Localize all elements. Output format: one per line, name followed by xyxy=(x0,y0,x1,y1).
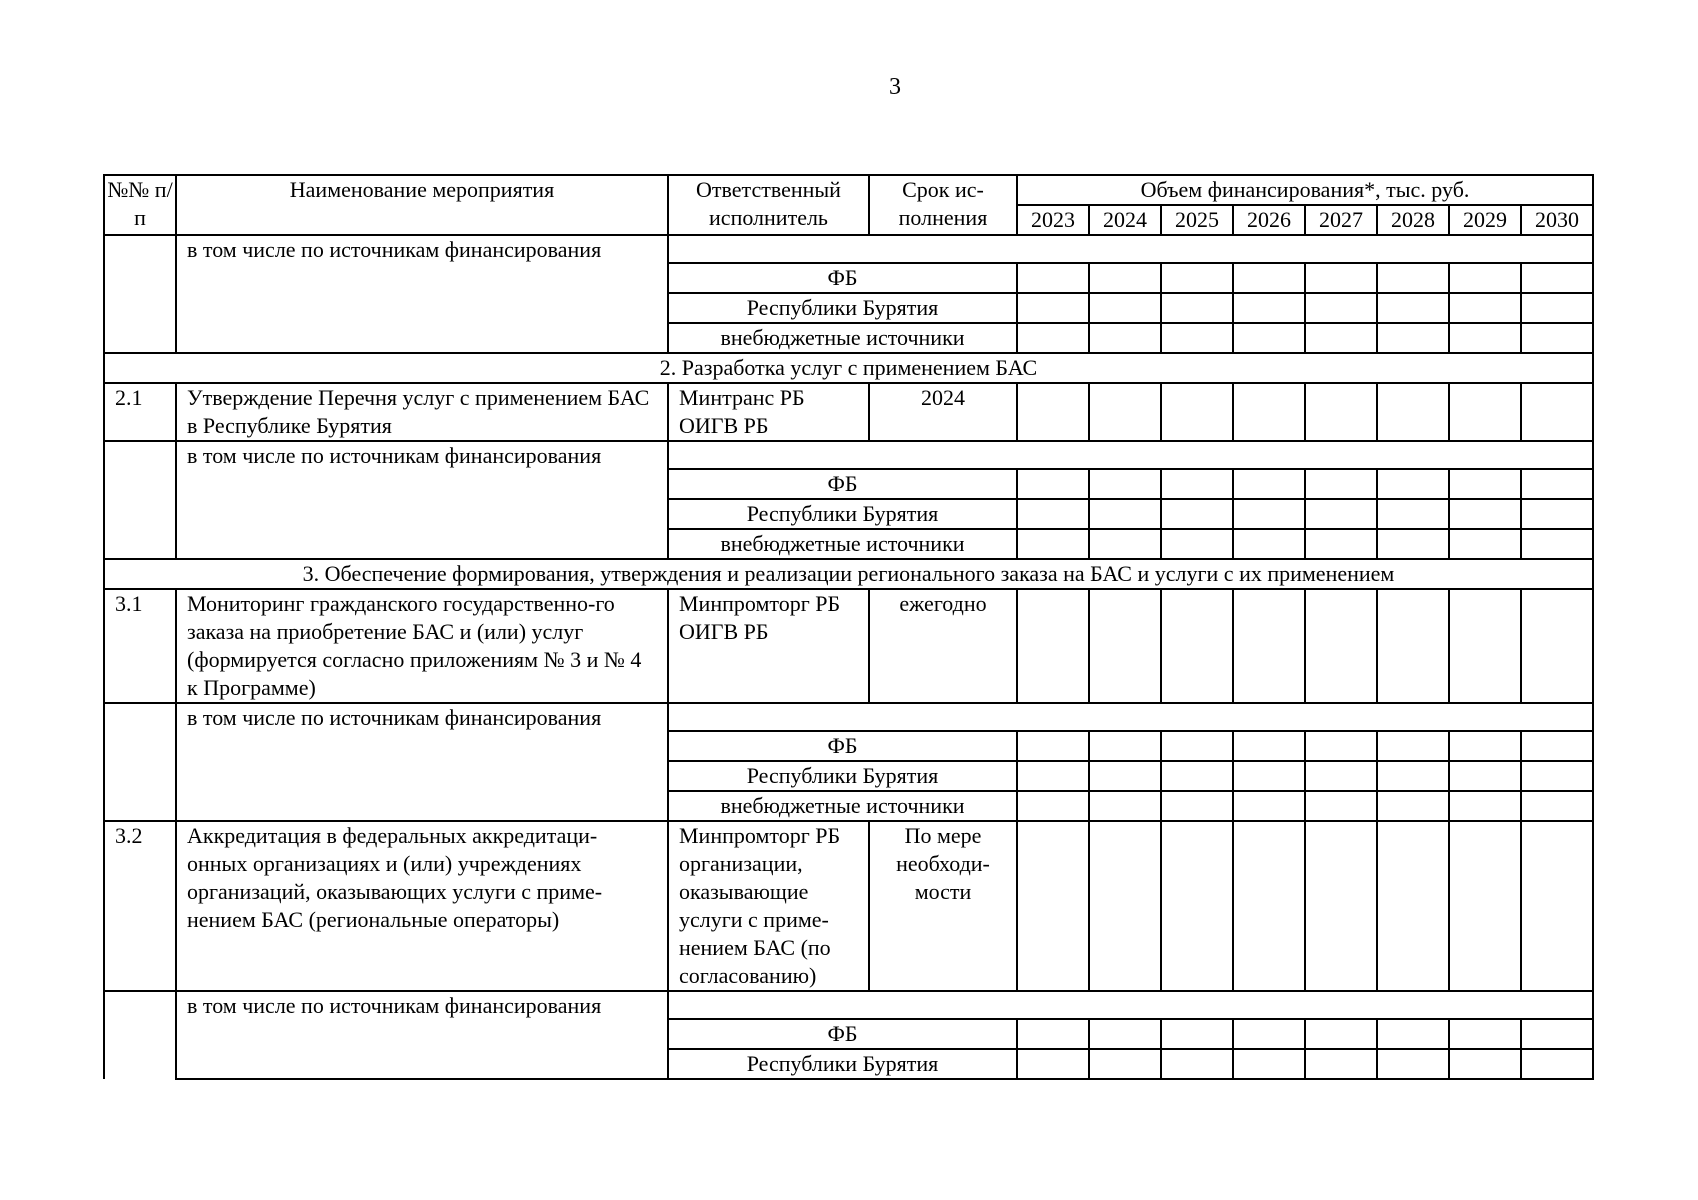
item-2-1-extra-label: внебюджетные источники xyxy=(668,529,1017,559)
continued-extra-2028-cell xyxy=(1377,323,1449,353)
item-3-1-fb-2027-cell xyxy=(1305,731,1377,761)
item-3-1-fb-2028-cell xyxy=(1377,731,1449,761)
header-year-2028: 2028 xyxy=(1377,205,1449,235)
item-2-1-responsible: Минтранс РБ ОИГВ РБ xyxy=(668,383,869,441)
funding-table xyxy=(103,174,1594,1080)
header-year-2030: 2030 xyxy=(1521,205,1593,235)
item-2-1-extra-2023-cell xyxy=(1017,529,1089,559)
header-name: Наименование мероприятия xyxy=(176,175,668,235)
funding-table-container xyxy=(103,174,1594,1080)
item-3-2-2024-cell xyxy=(1089,821,1161,991)
item-3-2-row xyxy=(104,821,1593,991)
continued-fb-2029-cell xyxy=(1449,263,1521,293)
item-3-2-fb-2029-cell xyxy=(1449,1019,1521,1049)
continued-rb-2023-cell xyxy=(1017,293,1089,323)
item-2-1-extra-2026-cell xyxy=(1233,529,1305,559)
item-3-1-rb-2027-cell xyxy=(1305,761,1377,791)
item-3-2-fb-2028-cell xyxy=(1377,1019,1449,1049)
continued-extra-2024-cell xyxy=(1089,323,1161,353)
item-3-1-2025-cell xyxy=(1161,589,1233,703)
continued-rb-2026-cell xyxy=(1233,293,1305,323)
continued-fb-2027-cell xyxy=(1305,263,1377,293)
item-2-1-rb-2027-cell xyxy=(1305,499,1377,529)
item-3-2-deadline: По мере необходи-мости xyxy=(869,821,1017,991)
continued-fb-2024-cell xyxy=(1089,263,1161,293)
item-3-1-2023-cell xyxy=(1017,589,1089,703)
continued-rb-2024-cell xyxy=(1089,293,1161,323)
header-funding: Объем финансирования*, тыс. руб. xyxy=(1017,175,1593,205)
item-3-2-responsible: Минпромторг РБ организации, оказывающие услуги с приме-нением БАС (по согласованию) xyxy=(668,821,869,991)
item-3-1-fb-2030-cell xyxy=(1521,731,1593,761)
item-3-1-rb-2025-cell xyxy=(1161,761,1233,791)
item-2-1-in-total-label: в том числе по источникам финансирования xyxy=(176,441,668,559)
item-2-1-fb-2023-cell xyxy=(1017,469,1089,499)
item-3-2-2027-cell xyxy=(1305,821,1377,991)
item-3-1-extra-2026-cell xyxy=(1233,791,1305,821)
item-2-1-in-total-empty xyxy=(668,441,1593,469)
continued-rb-label: Республики Бурятия xyxy=(668,293,1017,323)
item-2-1-extra-2029-cell xyxy=(1449,529,1521,559)
item-2-1-fb-2029-cell xyxy=(1449,469,1521,499)
item-2-1-fb-2030-cell xyxy=(1521,469,1593,499)
item-3-2-fb-2030-cell xyxy=(1521,1019,1593,1049)
item-2-1-extra-2025-cell xyxy=(1161,529,1233,559)
item-2-1-rb-2029-cell xyxy=(1449,499,1521,529)
item-3-1-2030-cell xyxy=(1521,589,1593,703)
item-3-2-rb-2027-cell xyxy=(1305,1049,1377,1079)
item-3-1-rb-2024-cell xyxy=(1089,761,1161,791)
section-2-title: 2. Разработка услуг с применением БАС xyxy=(104,353,1593,383)
item-3-1-sources-row xyxy=(104,703,1593,731)
item-3-1-fb-2024-cell xyxy=(1089,731,1161,761)
item-3-1-row xyxy=(104,589,1593,703)
section-3-row xyxy=(104,559,1593,589)
continued-extra-label: внебюджетные источники xyxy=(668,323,1017,353)
continued-fb-2023-cell xyxy=(1017,263,1089,293)
item-3-1-in-total-empty xyxy=(668,703,1593,731)
continued-extra-2026-cell xyxy=(1233,323,1305,353)
item-2-1-2029-cell xyxy=(1449,383,1521,441)
item-3-1-in-total-label: в том числе по источникам финансирования xyxy=(176,703,668,821)
header-year-2025: 2025 xyxy=(1161,205,1233,235)
item-3-2-rb-2024-cell xyxy=(1089,1049,1161,1079)
item-3-2-2028-cell xyxy=(1377,821,1449,991)
section-3-title: 3. Обеспечение формирования, утверждения и реализации регионального заказа на БАС и услуги с их применением xyxy=(104,559,1593,589)
header-responsible: Ответственный исполнитель xyxy=(668,175,869,235)
item-2-1-rb-2026-cell xyxy=(1233,499,1305,529)
item-3-1-fb-label: ФБ xyxy=(668,731,1017,761)
item-3-2-rb-2025-cell xyxy=(1161,1049,1233,1079)
item-2-1-fb-2025-cell xyxy=(1161,469,1233,499)
item-2-1-2025-cell xyxy=(1161,383,1233,441)
item-3-1-num: 3.1 xyxy=(104,589,176,703)
continued-fb-2030-cell xyxy=(1521,263,1593,293)
item-3-1-responsible: Минпромторг РБ ОИГВ РБ xyxy=(668,589,869,703)
item-2-1-2024-cell xyxy=(1089,383,1161,441)
header-row-1 xyxy=(104,175,1593,205)
item-3-1-rb-label: Республики Бурятия xyxy=(668,761,1017,791)
item-2-1-num-empty xyxy=(104,441,176,559)
item-3-1-name: Мониторинг гражданского государственно-го заказа на приобретение БАС и (или) услуг (формируется согласно приложениям № 3 и № 4 к Программе) xyxy=(176,589,668,703)
item-3-1-deadline: ежегодно xyxy=(869,589,1017,703)
item-3-2-fb-2025-cell xyxy=(1161,1019,1233,1049)
item-3-1-2029-cell xyxy=(1449,589,1521,703)
item-3-2-2030-cell xyxy=(1521,821,1593,991)
item-2-1-extra-2024-cell xyxy=(1089,529,1161,559)
item-2-1-2030-cell xyxy=(1521,383,1593,441)
continued-extra-2029-cell xyxy=(1449,323,1521,353)
item-3-2-rb-2023-cell xyxy=(1017,1049,1089,1079)
item-2-1-row xyxy=(104,383,1593,441)
item-3-1-extra-2028-cell xyxy=(1377,791,1449,821)
header-deadline: Срок ис-полнения xyxy=(869,175,1017,235)
item-3-2-in-total-label: в том числе по источникам финансирования xyxy=(176,991,668,1079)
item-3-2-2026-cell xyxy=(1233,821,1305,991)
item-3-1-fb-2025-cell xyxy=(1161,731,1233,761)
item-3-2-2023-cell xyxy=(1017,821,1089,991)
item-3-2-sources-row xyxy=(104,991,1593,1019)
item-2-1-2026-cell xyxy=(1233,383,1305,441)
continued-fb-label: ФБ xyxy=(668,263,1017,293)
item-3-1-extra-2027-cell xyxy=(1305,791,1377,821)
continued-rb-2030-cell xyxy=(1521,293,1593,323)
continued-rb-2028-cell xyxy=(1377,293,1449,323)
continued-num-empty xyxy=(104,235,176,353)
continued-rb-2029-cell xyxy=(1449,293,1521,323)
item-2-1-sources-row xyxy=(104,441,1593,469)
item-2-1-name: Утверждение Перечня услуг с применением БАС в Республике Бурятия xyxy=(176,383,668,441)
item-3-1-extra-2025-cell xyxy=(1161,791,1233,821)
item-2-1-extra-2028-cell xyxy=(1377,529,1449,559)
item-2-1-rb-2024-cell xyxy=(1089,499,1161,529)
item-3-1-rb-2028-cell xyxy=(1377,761,1449,791)
item-3-2-rb-2030-cell xyxy=(1521,1049,1593,1079)
continued-rb-2025-cell xyxy=(1161,293,1233,323)
item-3-2-num: 3.2 xyxy=(104,821,176,991)
item-3-2-name: Аккредитация в федеральных аккредитаци-онных организациях и (или) учреждениях организаций, оказывающих услуги с приме-нением БАС (региональные операторы) xyxy=(176,821,668,991)
item-3-1-extra-label: внебюджетные источники xyxy=(668,791,1017,821)
continued-extra-2025-cell xyxy=(1161,323,1233,353)
item-3-1-rb-2026-cell xyxy=(1233,761,1305,791)
item-3-1-2024-cell xyxy=(1089,589,1161,703)
item-2-1-fb-2026-cell xyxy=(1233,469,1305,499)
item-2-1-fb-2024-cell xyxy=(1089,469,1161,499)
header-year-2024: 2024 xyxy=(1089,205,1161,235)
item-2-1-rb-2025-cell xyxy=(1161,499,1233,529)
item-2-1-fb-2028-cell xyxy=(1377,469,1449,499)
item-3-2-rb-2026-cell xyxy=(1233,1049,1305,1079)
page-number: 3 xyxy=(889,74,901,100)
continued-in-total-empty xyxy=(668,235,1593,263)
header-year-2026: 2026 xyxy=(1233,205,1305,235)
header-year-2027: 2027 xyxy=(1305,205,1377,235)
continued-extra-2023-cell xyxy=(1017,323,1089,353)
item-3-1-rb-2023-cell xyxy=(1017,761,1089,791)
continued-fb-2025-cell xyxy=(1161,263,1233,293)
item-3-2-in-total-empty xyxy=(668,991,1593,1019)
item-2-1-rb-2030-cell xyxy=(1521,499,1593,529)
item-3-2-fb-2027-cell xyxy=(1305,1019,1377,1049)
continued-extra-2030-cell xyxy=(1521,323,1593,353)
item-2-1-extra-2027-cell xyxy=(1305,529,1377,559)
item-2-1-2023-cell xyxy=(1017,383,1089,441)
continued-in-total-label: в том числе по источникам финансирования xyxy=(176,235,668,353)
continued-rb-2027-cell xyxy=(1305,293,1377,323)
item-2-1-rb-2028-cell xyxy=(1377,499,1449,529)
item-3-1-extra-2024-cell xyxy=(1089,791,1161,821)
item-2-1-rb-label: Республики Бурятия xyxy=(668,499,1017,529)
item-3-2-num-empty xyxy=(104,991,176,1079)
item-2-1-2028-cell xyxy=(1377,383,1449,441)
header-year-2029: 2029 xyxy=(1449,205,1521,235)
continued-extra-2027-cell xyxy=(1305,323,1377,353)
item-3-1-rb-2030-cell xyxy=(1521,761,1593,791)
section-2-row xyxy=(104,353,1593,383)
item-3-1-extra-2029-cell xyxy=(1449,791,1521,821)
item-2-1-fb-label: ФБ xyxy=(668,469,1017,499)
continued-fb-2026-cell xyxy=(1233,263,1305,293)
item-3-2-fb-2024-cell xyxy=(1089,1019,1161,1049)
item-3-1-fb-2026-cell xyxy=(1233,731,1305,761)
item-3-1-2028-cell xyxy=(1377,589,1449,703)
item-2-1-deadline: 2024 xyxy=(869,383,1017,441)
item-2-1-fb-2027-cell xyxy=(1305,469,1377,499)
item-3-2-rb-label: Республики Бурятия xyxy=(668,1049,1017,1079)
item-3-1-fb-2023-cell xyxy=(1017,731,1089,761)
header-num: №№ п/п xyxy=(104,175,176,235)
item-3-1-2026-cell xyxy=(1233,589,1305,703)
continued-sources-row xyxy=(104,235,1593,263)
item-2-1-num: 2.1 xyxy=(104,383,176,441)
header-year-2023: 2023 xyxy=(1017,205,1089,235)
item-3-2-fb-label: ФБ xyxy=(668,1019,1017,1049)
item-2-1-extra-2030-cell xyxy=(1521,529,1593,559)
item-2-1-rb-2023-cell xyxy=(1017,499,1089,529)
item-3-1-fb-2029-cell xyxy=(1449,731,1521,761)
item-2-1-2027-cell xyxy=(1305,383,1377,441)
item-3-2-2025-cell xyxy=(1161,821,1233,991)
item-3-1-2027-cell xyxy=(1305,589,1377,703)
item-3-2-rb-2028-cell xyxy=(1377,1049,1449,1079)
continued-fb-2028-cell xyxy=(1377,263,1449,293)
item-3-2-rb-2029-cell xyxy=(1449,1049,1521,1079)
item-3-1-rb-2029-cell xyxy=(1449,761,1521,791)
item-3-1-num-empty xyxy=(104,703,176,821)
item-3-1-extra-2030-cell xyxy=(1521,791,1593,821)
item-3-2-2029-cell xyxy=(1449,821,1521,991)
item-3-2-fb-2023-cell xyxy=(1017,1019,1089,1049)
item-3-1-extra-2023-cell xyxy=(1017,791,1089,821)
item-3-2-fb-2026-cell xyxy=(1233,1019,1305,1049)
